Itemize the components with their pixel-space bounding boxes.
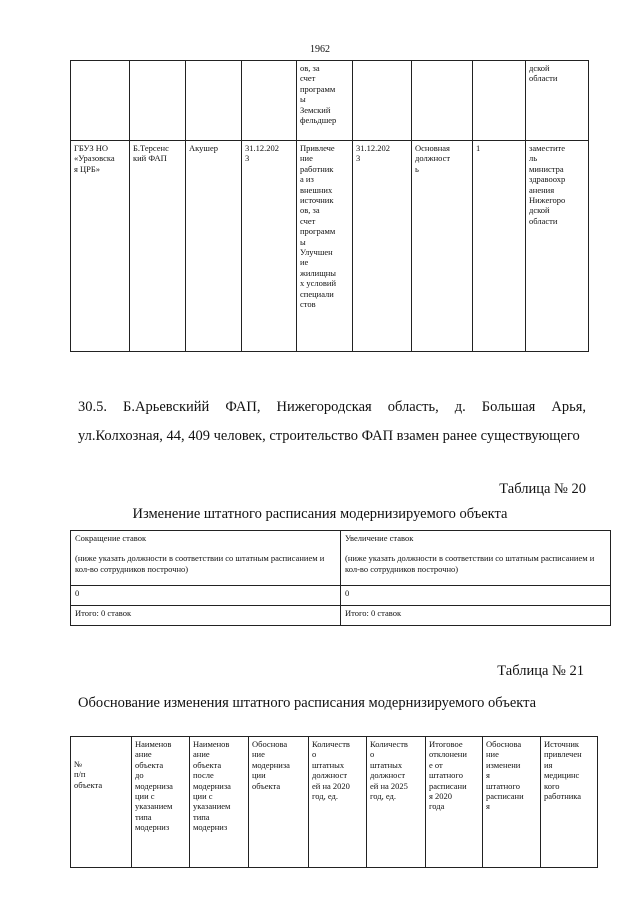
table-cell xyxy=(71,141,130,352)
reduction-note: (ниже указать должности в соответствии со штатным расписанием и кол-во сотрудников построчно) xyxy=(75,553,325,574)
table-cell xyxy=(242,61,297,141)
staff-table-continued xyxy=(70,60,589,352)
table-cell xyxy=(130,141,186,352)
table-row xyxy=(71,606,611,626)
table-cell xyxy=(341,531,611,586)
header-text: Наименов ание объекта после модерниза ции с указанием типа модерниз xyxy=(193,739,231,833)
table-cell xyxy=(353,141,412,352)
cell-text: Привлече ние работник а из внешних источник ов, за счет программ ы Улучшен ие жилищны х условий специали стов xyxy=(300,143,337,310)
table-cell xyxy=(71,531,341,586)
cell-text: дской области xyxy=(529,63,558,84)
cell-text: 31.12.202 3 xyxy=(245,143,279,164)
header-text: Источник привлечен ия медицинс кого работника xyxy=(544,739,582,802)
column-header xyxy=(483,737,541,868)
increase-header: Увеличение ставок xyxy=(345,533,414,543)
column-header xyxy=(249,737,309,868)
table-row xyxy=(71,531,611,586)
header-text: Обоснова ние изменени я штатного расписани я xyxy=(486,739,524,812)
column-header xyxy=(541,737,598,868)
increase-note: (ниже указать должности в соответствии со штатным расписанием и кол-во сотрудников построчно) xyxy=(345,553,595,574)
header-text: Количеств о штатных должност ей на 2020 год, ед. xyxy=(312,739,350,802)
reduction-header: Сокращение ставок xyxy=(75,533,147,543)
table-cell xyxy=(186,141,242,352)
header-text: Итоговое отклонени е от штатного расписани я 2020 года xyxy=(429,739,467,812)
column-header xyxy=(367,737,426,868)
column-header xyxy=(71,737,132,868)
table-cell: 0 xyxy=(71,586,341,606)
table-21-title: Обоснование изменения штатного расписания модернизируемого объекта xyxy=(78,695,537,711)
table-cell xyxy=(297,61,353,141)
column-header xyxy=(190,737,249,868)
table-cell xyxy=(412,141,473,352)
staff-change-table xyxy=(70,530,611,626)
table-cell xyxy=(473,61,526,141)
header-text: Обоснова ние модерниза ции объекта xyxy=(252,739,290,791)
table-header-row xyxy=(71,737,598,868)
cell-text: 31.12.202 3 xyxy=(356,143,390,164)
cell-text: 1 xyxy=(476,143,481,153)
table-row xyxy=(71,61,589,141)
table-21-label: Таблица № 21 xyxy=(497,663,584,679)
header-text: № п/п объекта xyxy=(74,759,103,790)
table-cell xyxy=(71,61,130,141)
column-header xyxy=(426,737,483,868)
table-cell xyxy=(473,141,526,352)
cell-text: Основная должност ь xyxy=(415,143,451,174)
cell-text: Акушер xyxy=(189,143,218,153)
cell-text: Б.Терсенс кий ФАП xyxy=(133,143,169,164)
column-header xyxy=(309,737,367,868)
table-cell xyxy=(526,141,589,352)
header-text: Количеств о штатных должност ей на 2025 год, ед. xyxy=(370,739,408,802)
page-number: 1962 xyxy=(310,44,330,55)
table-cell xyxy=(186,61,242,141)
table-cell: 0 xyxy=(341,586,611,606)
cell-text: ГБУЗ НО «Уразовска я ЦРБ» xyxy=(74,143,115,174)
table-cell xyxy=(526,61,589,141)
table-cell: Итого: 0 ставок xyxy=(341,606,611,626)
table-row xyxy=(71,586,611,606)
table-cell: Итого: 0 ставок xyxy=(71,606,341,626)
table-cell xyxy=(412,61,473,141)
staff-justification-table xyxy=(70,736,598,868)
header-text: Наименов ание объекта до модерниза ции с указанием типа модерниз xyxy=(135,739,173,833)
table-20-title: Изменение штатного расписания модернизируемого объекта xyxy=(132,506,508,522)
table-cell xyxy=(297,141,353,352)
table-cell xyxy=(242,141,297,352)
table-20-label: Таблица № 20 xyxy=(499,481,586,497)
cell-text: ов, за счет программ ы Земский фельдшер xyxy=(300,63,337,126)
table-cell xyxy=(353,61,412,141)
table-cell xyxy=(130,61,186,141)
column-header xyxy=(132,737,190,868)
cell-text: заместите ль министра здравоохр анения Нижегоро дской области xyxy=(529,143,566,226)
section-paragraph: 30.5. Б.Арьевскийй ФАП, Нижегородская область, д. Большая Арья, ул.Колхозная, 44, 409 человек, строительство ФАП взамен ранее существующего xyxy=(78,399,586,444)
table-row xyxy=(71,141,589,352)
